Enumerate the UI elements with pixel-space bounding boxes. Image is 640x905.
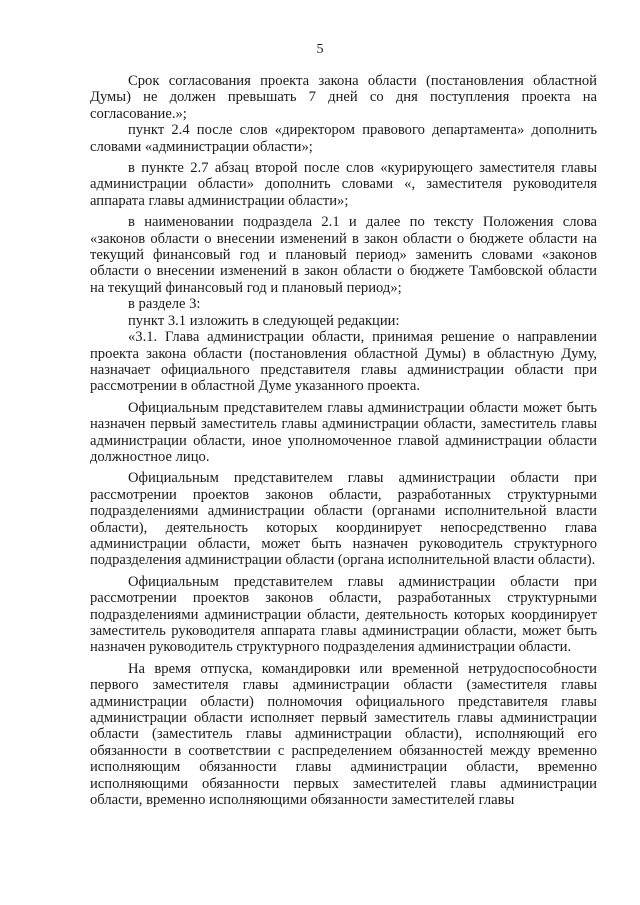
- paragraph-subsection-2-1: в наименовании подраздела 2.1 и далее по тексту Положения слова «законов области о внесении изменений в закон области о бюджете области на текущий финансовый год и плановый период» заменить словами «законов области о внесении изменений в закон области о бюджете Тамбовской области на текущий финансовый год и плановый период»;: [90, 214, 597, 296]
- paragraph-item-3-1-text: «3.1. Глава администрации области, принимая решение о направлении проекта закона области (постановления областной Думы) в областную Думу, назначает официального представителя главы администрации области при рассмотрении в областной Думе указанного проекта.: [90, 329, 597, 395]
- paragraph-item-2-7: в пункте 2.7 абзац второй после слов «курирующего заместителя главы администрации области» дополнить словами «, заместителя руководителя аппарата главы администрации области»;: [90, 160, 597, 209]
- paragraph-absence: На время отпуска, командировки или временной нетрудоспособности первого заместителя главы администрации области (заместителя главы администрации области) полномочия официального представителя главы администрации области исполняет первый заместитель главы администрации области (заместитель главы администрации области), исполняющий его обязанности в соответствии с распределением обязанностей между временно исполняющим обязанности главы администрации области, временно исполняющими обязанности первых заместителей главы администрации области, временно исполняющими обязанности заместителей главы: [90, 660, 597, 809]
- paragraph-approval-period: Срок согласования проекта закона области (постановления областной Думы) не должен превышать 7 дней со дня поступления проекта на согласование.»;: [90, 73, 597, 122]
- paragraph-representative-head-coordinated: Официальным представителем главы администрации области при рассмотрении проектов законов области, разработанных структурными подразделениями администрации области (органами исполнительной власти области), деятельность которых координирует непосредственно глава администрации области, может быть назначен руководитель структурного подразделения администрации области (органа исполнительной власти области).: [90, 470, 597, 569]
- paragraph-item-3-1-intro: пункт 3.1 изложить в следующей редакции:: [128, 312, 400, 329]
- document-body: [90, 73, 597, 808]
- paragraph-item-2-4: пункт 2.4 после слов «директором правового департамента» дополнить словами «администрации области»;: [90, 122, 597, 155]
- paragraph-section-3: в разделе 3:: [128, 296, 201, 313]
- paragraph-representative-deputy-coordinated: Официальным представителем главы администрации области при рассмотрении проектов законов области, разработанных структурными подразделениями администрации области, деятельность которых координирует заместитель руководителя аппарата главы администрации области, может быть назначен руководитель структурного подразделения администрации области.: [90, 573, 597, 656]
- paragraph-official-representative: Официальным представителем главы администрации области может быть назначен первый заместитель главы администрации области, заместитель главы администрации области, иное уполномоченное главой администрации области должностное лицо.: [90, 399, 597, 465]
- page-number: 5: [316, 42, 324, 57]
